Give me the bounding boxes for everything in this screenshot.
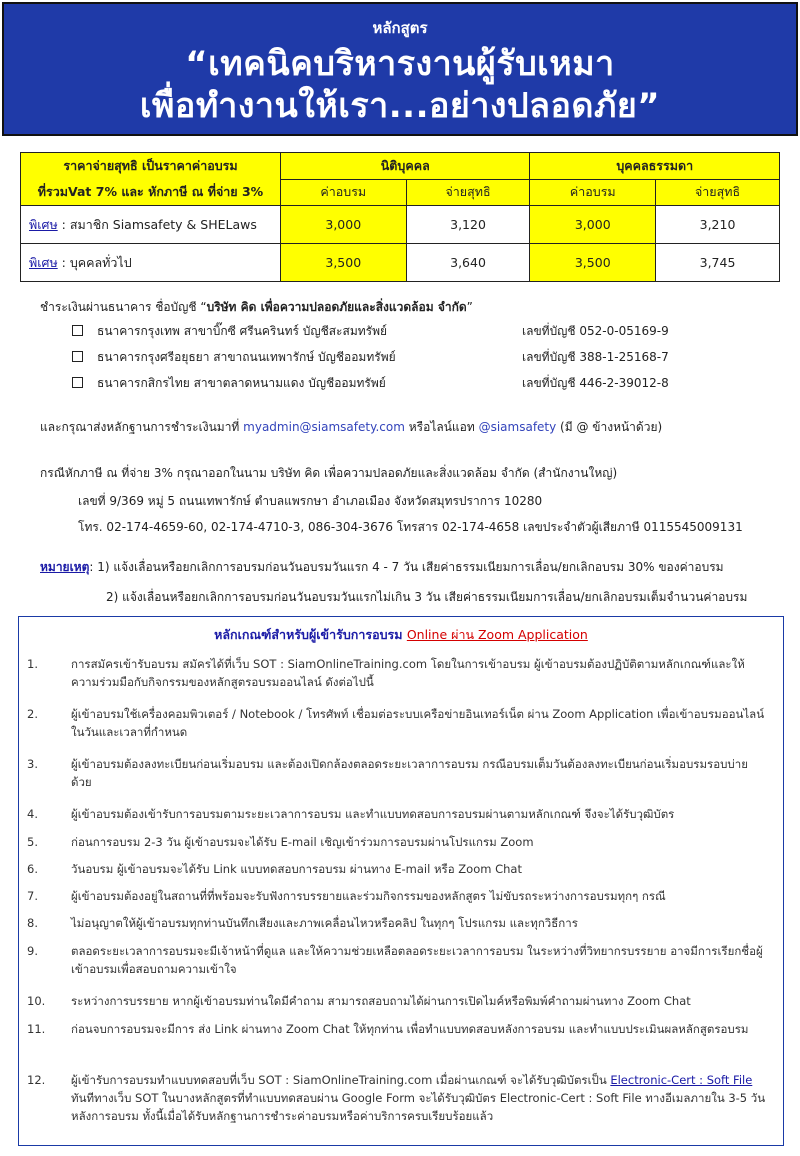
- course-title-line1: “เทคนิคบริหารงานผู้รับเหมา: [185, 44, 615, 84]
- note-2: 2) แจ้งเลื่อนหรือยกเลิกการอบรมก่อนวันอบรมวันแรกไม่เกิน 3 วัน เสียค่าธรรมเนียมการเลื่อน/ยกเลิกอบรมเต็มจำนวนค่าอบรม: [106, 590, 748, 604]
- payment-intro-text: ชำระเงินผ่านธนาคาร ชื่อบัญชี “: [40, 300, 207, 314]
- rules-title-text: หลักเกณฑ์สำหรับผู้เข้ารับการอบรม: [214, 627, 407, 642]
- list-item: [27, 914, 767, 932]
- rule-number: 3.: [27, 757, 38, 771]
- rule-text: วันอบรม ผู้เข้าอบรมจะได้รับ Link แบบทดสอบการอบรม ผ่านทาง E-mail หรือ Zoom Chat: [71, 862, 522, 876]
- bank-name: ธนาคารกสิกรไทย สาขาตลาดหนามแดง บัญชีออมทรัพย์: [97, 376, 386, 390]
- line-id-link[interactable]: @siamsafety: [478, 420, 557, 434]
- bank-account: เลขที่บัญชี 388-1-25168-7: [522, 350, 669, 364]
- rule-text: ระหว่างการบรรยาย หากผู้เข้าอบรมท่านใดมีคำถาม สามารถสอบถามได้ผ่านการเปิดไมค์หรือพิมพ์คำถามผ่านทาง Zoom Chat: [71, 994, 691, 1008]
- rule-text: ผู้เข้าอบรมต้องเข้ารับการอบรมตามระยะเวลาการอบรม และทำแบบทดสอบการอบรมผ่านตามหลักเกณฑ์ จึงจะได้รับวุฒิบัตร: [71, 807, 675, 821]
- tax-contact: โทร. 02-174-4659-60, 02-174-4710-3, 086-304-3676 โทรสาร 02-174-4658 เลขประจำตัวผู้เสียภาษี 0115545009131: [78, 520, 743, 534]
- electronic-cert-link[interactable]: Electronic-Cert : Soft File: [610, 1073, 753, 1087]
- price-note-line1: ราคาจ่ายสุทธิ เป็นราคาค่าอบรม: [63, 158, 238, 173]
- rule-text: ก่อนการอบรม 2-3 วัน ผู้เข้าอบรมจะได้รับ E-mail เชิญเข้าร่วมการอบรมผ่านโปรแกรม Zoom: [71, 835, 534, 849]
- list-item: [27, 655, 767, 691]
- tax-address: เลขที่ 9/369 หมู่ 5 ถนนเทพารักษ์ ตำบลแพรกษา อำเภอเมือง จังหวัดสมุทรปราการ 10280: [78, 494, 543, 508]
- list-item: [27, 755, 767, 791]
- price-note-line2: ที่รวมVat 7% และ หักภาษี ณ ที่จ่าย 3%: [37, 184, 264, 199]
- cell-individual-fee: 3,000: [530, 206, 656, 244]
- evidence-text: หรือไลน์แอท: [404, 420, 479, 434]
- col-net-individual: จ่ายสุทธิ: [656, 179, 780, 206]
- evidence-text: และกรุณาส่งหลักฐานการชำระเงินมาที่: [40, 420, 244, 434]
- group-individual-header: บุคคลธรรมดา: [530, 153, 780, 180]
- rule-text: ก่อนจบการอบรมจะมีการ ส่ง Link ผ่านทาง Zoom Chat ให้ทุกท่าน เพื่อทำแบบทดสอบหลังการอบรม และทำแบบประเมินผลหลักสูตรอบรม: [71, 1022, 749, 1036]
- evidence-text: (มี @ ข้างหน้าด้วย): [556, 420, 663, 434]
- payment-evidence: [40, 418, 662, 437]
- price-table: [20, 152, 780, 282]
- col-net-corporate: จ่ายสุทธิ: [406, 179, 530, 206]
- price-note-header: [21, 153, 281, 206]
- rule-number: 1.: [27, 657, 38, 671]
- bank-name: ธนาคารกรุงศรีอยุธยา สาขาถนนเทพารักษ์ บัญชีออมทรัพย์: [97, 350, 396, 364]
- rule-text: ผู้เข้าอบรมต้องอยู่ในสถานที่ที่พร้อมจะรับฟังการบรรยายและร่วมกิจกรรมของหลักสูตร ไม่ขับรถระหว่างการอบรมทุกๆ กรณี: [71, 889, 666, 903]
- rule-number: 8.: [27, 916, 38, 930]
- list-item: [27, 833, 767, 851]
- list-item: [27, 942, 767, 978]
- cell-corporate-net: 3,640: [406, 244, 530, 282]
- payment-intro: [40, 298, 473, 317]
- checkbox-icon: [72, 377, 83, 388]
- rule-text-part: ผู้เข้ารับการอบรมทำแบบทดสอบที่เว็บ SOT : SiamOnlineTraining.com เมื่อผ่านเกณฑ์ จะได้รับวุฒิบัตรเป็น: [71, 1073, 611, 1087]
- rule-number: 7.: [27, 889, 38, 903]
- course-banner: [2, 2, 798, 136]
- rules-title: [19, 625, 783, 645]
- table-header-row: [21, 153, 780, 180]
- bank-item: [72, 374, 772, 393]
- rule-number: 2.: [27, 707, 38, 721]
- checkbox-icon: [72, 351, 83, 362]
- bank-name: ธนาคารกรุงเทพ สาขาบิ๊กซี ศรีนครินทร์ บัญชีสะสมทรัพย์: [97, 324, 388, 338]
- list-item: [27, 1020, 767, 1038]
- rule-text: ตลอดระยะเวลาการอบรมจะมีเจ้าหน้าที่ดูแล และให้ความช่วยเหลือตลอดระยะเวลาการอบรม ในระหว่างที่วิทยากรบรรยาย อาจมีการเรียกชื่อผู้เข้าอบรมเพื่อสอบถามความเข้าใจ: [71, 944, 763, 976]
- row-label-member: [21, 206, 281, 244]
- cell-corporate-fee: 3,500: [281, 244, 407, 282]
- course-label: หลักสูตร: [372, 19, 428, 37]
- row-label-text: : สมาชิก Siamsafety & SHELaws: [57, 216, 257, 232]
- rule-text: การสมัครเข้ารับอบรม สมัครได้ที่เว็บ SOT : SiamOnlineTraining.com โดยในการเข้าอบรม ผู้เข้าอบรมต้องปฏิบัติตามหลักเกณฑ์และให้ความร่วมมือกับกิจกรรมของหลักสูตรอบรมออนไลน์ ดังต่อไปนี้: [71, 657, 745, 689]
- special-label: พิเศษ: [29, 216, 58, 232]
- row-label-text: : บุคคลทั่วไป: [57, 254, 132, 270]
- list-item: [27, 860, 767, 878]
- note-1: [40, 558, 724, 577]
- rule-text: [71, 1071, 767, 1125]
- rule-number: 11.: [27, 1022, 46, 1036]
- rule-text: ไม่อนุญาตให้ผู้เข้าอบรมทุกท่านบันทึกเสียงและภาพเคลื่อนไหวหรือคลิป ในทุกๆ โปรแกรม และทุกวิธีการ: [71, 916, 578, 930]
- list-item: [27, 1071, 767, 1125]
- cell-corporate-net: 3,120: [406, 206, 530, 244]
- table-row: [21, 244, 780, 282]
- note-text: : 1) แจ้งเลื่อนหรือยกเลิกการอบรมก่อนวันอบรมวันแรก 4 - 7 วัน เสียค่าธรรมเนียมการเลื่อน/ยกเลิกอบรม 30% ของค่าอบรม: [89, 560, 724, 574]
- rule-number: 5.: [27, 835, 38, 849]
- row-label-general: [21, 244, 281, 282]
- col-fee-corporate: ค่าอบรม: [281, 179, 407, 206]
- rule-text-part: ทันทีทางเว็บ SOT ในบางหลักสูตรที่ทำแบบทดสอบผ่าน Google Form จะได้รับวุฒิบัตร Electronic-Cert : Soft File ทางอีเมลภายใน 3-5 วันหลังการอบรม ทั้งนี้เมื่อได้รับหลักฐานการชำระค่าอบรมหรือค่าบริการครบเรียบร้อยแล้ว: [71, 1091, 766, 1123]
- rule-text: ผู้เข้าอบรมต้องลงทะเบียนก่อนเริ่มอบรม และต้องเปิดกล้องตลอดระยะเวลาการอบรม กรณีอบรมเต็มวันต้องลงทะเบียนก่อนเริ่มอบรมรอบบ่ายด้วย: [71, 757, 748, 789]
- rule-number: 9.: [27, 944, 38, 958]
- list-item: [27, 992, 767, 1010]
- cell-individual-net: 3,745: [656, 244, 780, 282]
- list-item: [27, 805, 767, 823]
- course-title-line2: เพื่อทำงานให้เรา...อย่างปลอดภัย”: [139, 86, 661, 126]
- rules-box: [18, 616, 784, 1146]
- cell-corporate-fee: 3,000: [281, 206, 407, 244]
- table-row: [21, 206, 780, 244]
- bank-item: [72, 348, 772, 367]
- rule-text: ผู้เข้าอบรมใช้เครื่องคอมพิวเตอร์ / Notebook / โทรศัพท์ เชื่อมต่อระบบเครือข่ายอินเทอร์เน็ต ผ่าน Zoom Application เพื่อเข้าอบรมออนไลน์ในวันและเวลาที่กำหนด: [71, 707, 765, 739]
- note-label: หมายเหตุ: [40, 560, 90, 574]
- bank-item: [72, 322, 772, 341]
- group-corporate-header: นิติบุคคล: [281, 153, 530, 180]
- cell-individual-fee: 3,500: [530, 244, 656, 282]
- tax-line: กรณีหักภาษี ณ ที่จ่าย 3% กรุณาออกในนาม บริษัท คิด เพื่อความปลอดภัยและสิ่งแวดล้อม จำกัด (สำนักงานใหญ่): [40, 466, 618, 480]
- cell-individual-net: 3,210: [656, 206, 780, 244]
- bank-account: เลขที่บัญชี 446-2-39012-8: [522, 376, 669, 390]
- special-label: พิเศษ: [29, 254, 58, 270]
- list-item: [27, 887, 767, 905]
- rule-number: 12.: [27, 1073, 46, 1087]
- account-name: บริษัท คิด เพื่อความปลอดภัยและสิ่งแวดล้อม จำกัด: [206, 300, 467, 314]
- rule-number: 4.: [27, 807, 38, 821]
- rule-number: 10.: [27, 994, 46, 1008]
- email-link[interactable]: myadmin@siamsafety.com: [243, 420, 405, 434]
- bank-account: เลขที่บัญชี 052-0-05169-9: [522, 324, 669, 338]
- rule-number: 6.: [27, 862, 38, 876]
- list-item: [27, 705, 767, 741]
- rules-title-zoom: Online ผ่าน Zoom Application: [406, 627, 588, 642]
- col-fee-individual: ค่าอบรม: [530, 179, 656, 206]
- checkbox-icon: [72, 325, 83, 336]
- payment-intro-end: ”: [466, 300, 473, 314]
